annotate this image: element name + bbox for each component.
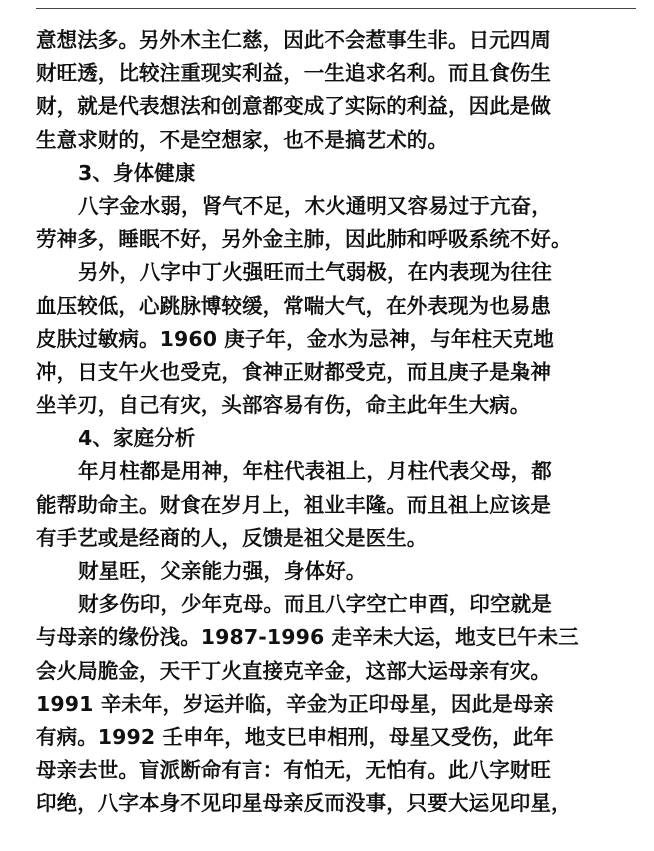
text-line-12: 坐羊刃，自己有灾，头部容易有伤，命主此年生大病。 — [36, 393, 531, 418]
section-heading-health: 3、身体健康 — [78, 160, 196, 185]
text-line-11: 冲，日支午火也受克，食神正财都受克，而且庚子是枭神 — [36, 359, 551, 384]
text-line-23: 母亲去世。盲派断命有言：有怕无，无怕有。此八字财旺 — [36, 758, 551, 783]
document-body — [36, 24, 636, 821]
text-line-18: 财多伤印，少年克母。而且八字空亡申酉，印空就是 — [78, 592, 552, 617]
text-line-16: 有手艺或是经商的人，反馈是祖父是医生。 — [36, 525, 428, 550]
text-line-1: 意想法多。另外木主仁慈，因此不会惹事生非。日元四周 — [36, 28, 551, 52]
section-heading-family: 4、家庭分析 — [78, 426, 196, 451]
text-line-2: 财旺透，比较注重现实利益，一生追求名利。而且食伤生 — [36, 61, 551, 86]
text-line-3: 财，就是代表想法和创意都变成了实际的利益，因此是做 — [36, 94, 551, 119]
text-line-6: 八字金水弱，肾气不足，木火通明又容易过于亢奋， — [78, 193, 552, 218]
text-line-4: 生意求财的，不是空想家，也不是搞艺术的。 — [36, 127, 448, 152]
text-line-21: 1991 辛未年，岁运并临，辛金为正印母星，因此是母亲 — [36, 691, 554, 716]
text-line-14: 年月柱都是用神，年柱代表祖上，月柱代表父母，都 — [78, 459, 552, 484]
header-rule — [36, 8, 636, 9]
text-line-9: 血压较低，心跳脉博较缓，常喘大气，在外表现为也易患 — [36, 293, 551, 318]
text-line-10: 皮肤过敏病。1960 庚子年，金水为忌神，与年柱天克地 — [36, 326, 554, 351]
text-line-24: 印绝，八字本身不见印星母亲反而没事，只要大运见印星， — [36, 791, 572, 816]
text-line-17: 财星旺，父亲能力强，身体好。 — [78, 559, 367, 583]
text-line-8: 另外，八字中丁火强旺而土气弱极，在内表现为往往 — [78, 260, 552, 285]
text-line-22: 有病。1992 壬申年，地支巳申相刑，母星又受伤，此年 — [36, 724, 554, 749]
text-line-19: 与母亲的缘份浅。1987-1996 走辛未大运，地支巳午未三 — [36, 625, 579, 650]
text-line-20: 会火局脆金，天干丁火直接克辛金，这部大运母亲有灾。 — [36, 658, 551, 683]
text-line-15: 能帮助命主。财食在岁月上，祖业丰隆。而且祖上应该是 — [36, 492, 551, 517]
text-line-7: 劳神多，睡眠不好，另外金主肺，因此肺和呼吸系统不好。 — [36, 227, 572, 252]
